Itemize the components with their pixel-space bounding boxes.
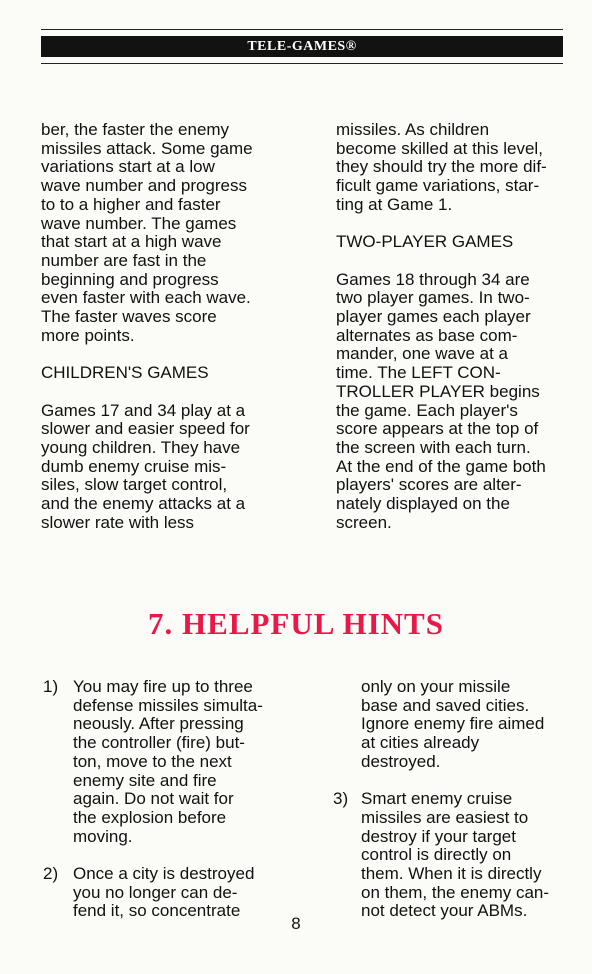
hints-left-column [43,678,303,921]
hint-number: 2) [43,864,59,884]
text-line: the explosion before [73,807,227,827]
text-line: destroy if your target [361,826,516,846]
text-line: score appears at the top of [336,419,539,439]
text-line: mander, one wave at a [336,344,509,364]
text-line: missiles are easiest to [361,807,529,827]
text-line: control is directly on [361,845,512,865]
text-line: time. The LEFT CON- [336,363,501,383]
text-line: player games each player [336,307,531,326]
page-number: 8 [291,914,301,933]
text-line: not detect your ABMs. [361,901,528,921]
text-line: that start at a high wave [41,232,222,252]
text-line: siles, slow target control, [41,475,228,495]
text-line: Smart enemy cruise [361,789,513,809]
text-line: they should try the more dif- [336,157,547,177]
left-paragraph-1 [41,121,291,345]
text-line: ber, the faster the enemy [41,120,230,139]
text-line: The faster waves score [41,307,217,327]
text-line: them. When it is directly [361,864,542,884]
text-line: wave number. The games [41,213,237,233]
text-line: missiles attack. Some game [41,138,253,158]
text-line: alternates as base com- [336,325,518,345]
right-paragraph-1 [336,121,586,215]
text-line: You may fire up to three [73,677,253,696]
text-line: two player games. In two- [336,288,530,308]
top-rule [41,29,563,30]
text-line: even faster with each wave. [41,288,251,308]
hint-text [73,678,303,846]
text-line: base and saved cities. [361,695,530,715]
text-line: young children. They have [41,437,241,457]
text-line: defense missiles simulta- [73,695,263,715]
text-line: nately displayed on the [336,494,510,514]
text-line: players' scores are alter- [336,475,522,495]
text-line: dumb enemy cruise mis- [41,456,227,476]
text-line: ficult game variations, star- [336,176,540,196]
text-line: to to a higher and faster [41,194,221,214]
text-line: neously. After pressing [73,714,244,734]
text-line: the game. Each player's [336,400,518,420]
hint-item-1 [43,678,303,846]
right-paragraph-2 [336,271,586,533]
text-line: Games 18 through 34 are [336,269,530,289]
text-line: on them, the enemy can- [361,882,550,902]
two-player-games-heading: TWO-PLAYER GAMES [336,232,514,252]
text-line: TROLLER PLAYER begins [336,381,540,401]
hint-2-continuation [333,678,583,772]
hint-text [361,790,583,921]
text-line: number are fast in the [41,250,207,270]
text-line: slower rate with less [41,512,195,532]
text-line: destroyed. [361,751,441,771]
text-line: moving. [73,826,133,846]
text-line: ting at Game 1. [336,194,453,214]
left-column [41,121,291,532]
text-line: enemy site and fire [73,770,217,790]
text-line: missiles. As children [336,120,490,139]
left-paragraph-2 [41,402,291,533]
hint-item-2 [43,865,303,921]
text-line: wave number and progress [41,176,248,196]
hint-number: 3) [333,789,349,809]
text-line: screen. [336,512,392,532]
hint-item-3 [333,790,583,921]
text-line: at cities already [361,733,480,753]
text-line: Ignore enemy fire aimed [361,714,545,734]
hint-number: 1) [43,677,59,696]
header-banner: TELE-GAMES® [41,36,563,57]
text-line: more points. [41,325,135,345]
section-title: 7. HELPFUL HINTS [148,606,444,641]
text-line: variations start at a low [41,157,215,177]
text-line: and the enemy attacks at a [41,494,246,514]
hint-text [73,865,303,921]
text-line: beginning and progress [41,269,219,289]
text-line: slower and easier speed for [41,419,250,439]
right-column [336,121,586,532]
header-underline [41,63,563,64]
text-line: you no longer can de- [73,882,238,902]
text-line: At the end of the game both [336,456,546,476]
text-line: ton, move to the next [73,751,232,771]
text-line: only on your missile [361,677,511,696]
text-line: become skilled at this level, [336,138,543,158]
text-line: the controller (fire) but- [73,733,245,753]
text-line: Games 17 and 34 play at a [41,400,246,420]
text-line: Once a city is destroyed [73,864,255,884]
text-line: fend it, so concentrate [73,901,241,921]
hints-right-column [333,678,583,921]
text-line: the screen with each turn. [336,437,531,457]
children-games-heading: CHILDREN'S GAMES [41,363,209,383]
text-line: again. Do not wait for [73,789,234,809]
